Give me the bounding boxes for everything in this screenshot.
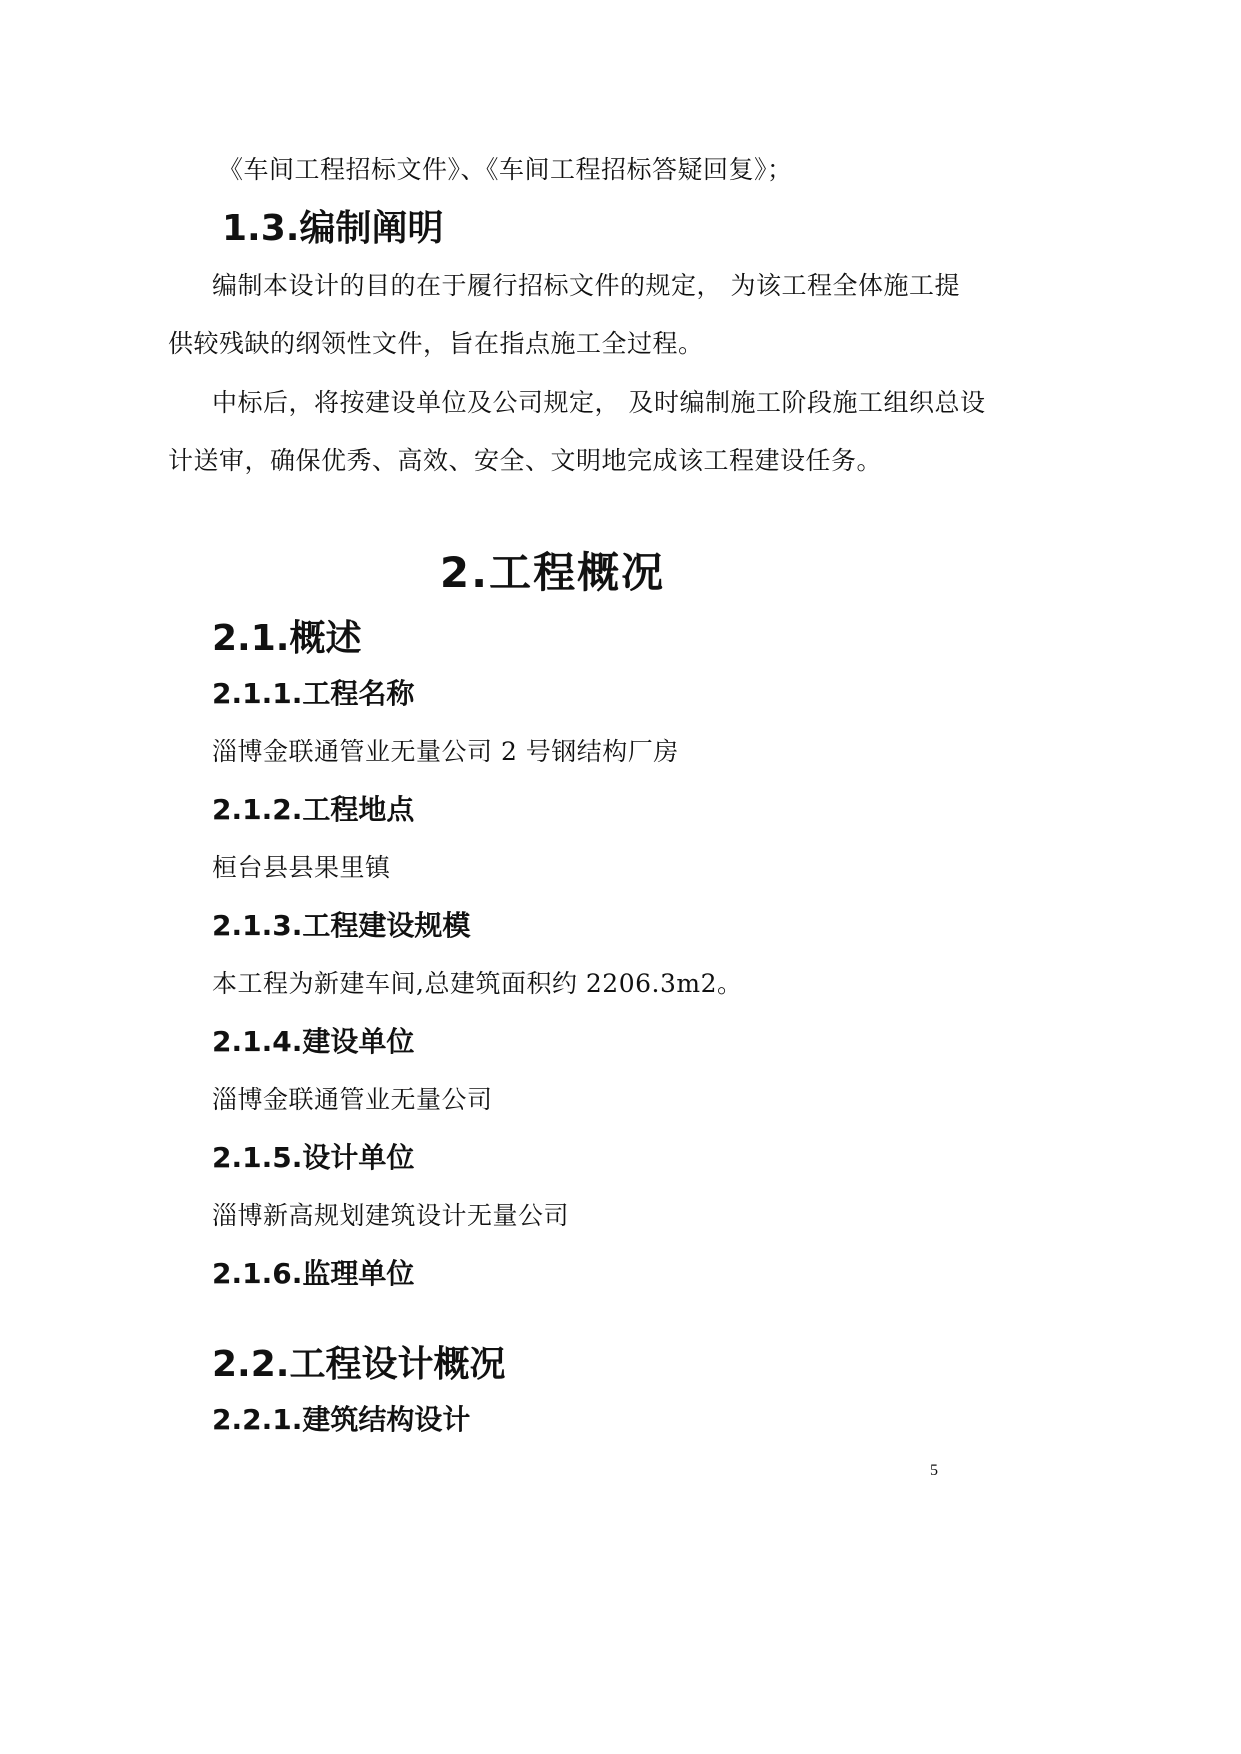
section-2-1-2-text: 桓台县县果里镇 (212, 853, 391, 882)
section-2-1-4-text: 淄博金联通管业无量公司 (212, 1085, 493, 1114)
section-2-1-1-heading: 2.1.1.工程名称 (212, 677, 415, 710)
section-2-1-3-text: 本工程为新建车间,总建筑面积约 2206.3m2。 (212, 969, 743, 998)
section-2-1-heading: 2.1.概述 (212, 618, 362, 659)
page-number: 5 (930, 1462, 938, 1479)
section-1-3-paragraph-2-line-2: 计送审，确保优秀、高效、安全、文明地完成该工程建设任务。 (168, 446, 883, 475)
section-2-1-5-heading: 2.1.5.设计单位 (212, 1141, 415, 1174)
section-2-1-1-text: 淄博金联通管业无量公司 2 号钢结构厂房 (212, 737, 679, 766)
chapter-2-title: 2.工程概况 (439, 548, 666, 597)
section-1-3-heading: 1.3.编制阐明 (222, 208, 444, 249)
section-1-3-paragraph-1-line-2: 供较残缺的纲领性文件，旨在指点施工全过程。 (168, 329, 704, 358)
section-1-3-paragraph-2-line-1: 中标后，将按建设单位及公司规定， 及时编制施工阶段施工组织总设 (212, 388, 986, 417)
section-2-1-5-text: 淄博新高规划建筑设计无量公司 (212, 1201, 570, 1230)
section-1-3-paragraph-1-line-1: 编制本设计的目的在于履行招标文件的规定， 为该工程全体施工提 (212, 271, 960, 300)
section-2-2-1-heading: 2.2.1.建筑结构设计 (212, 1403, 471, 1436)
section-2-1-6-heading: 2.1.6.监理单位 (212, 1257, 415, 1290)
section-2-2-heading: 2.2.工程设计概况 (212, 1344, 506, 1385)
section-2-1-4-heading: 2.1.4.建设单位 (212, 1025, 415, 1058)
section-2-1-3-heading: 2.1.3.工程建设规模 (212, 909, 471, 942)
intro-line: 《车间工程招标文件》、《车间工程招标答疑回复》； (218, 155, 793, 184)
section-2-1-2-heading: 2.1.2.工程地点 (212, 793, 415, 826)
